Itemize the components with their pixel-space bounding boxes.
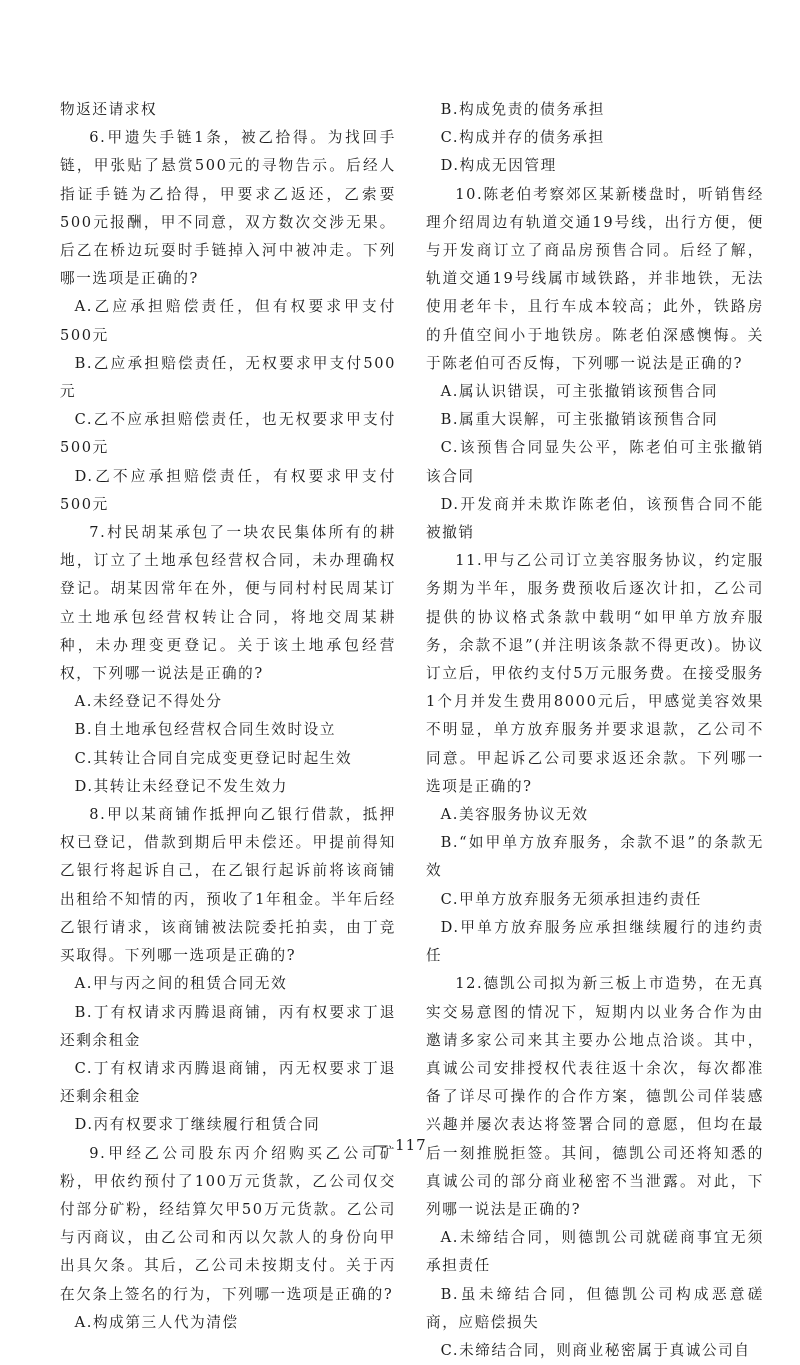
right-column (426, 96, 764, 1365)
page-number: — 117 (373, 1136, 427, 1154)
answer-option: B.乙应承担赔偿责任，无权要求甲支付500元 (60, 354, 396, 401)
answer-option: A.未经登记不得处分 (74, 693, 223, 711)
answer-option: A.甲与丙之间的租赁合同无效 (74, 975, 288, 993)
answer-option: A.乙应承担赔偿责任，但有权要求甲支付500元 (60, 298, 396, 344)
question-stem: 10.陈老伯考察郊区某新楼盘时，听销售经理介绍周边有轨道交通19号线，出行方便，便与开发商订立了商品房预售合同。后经了解，轨道交通19号线属市域铁路，并非地铁，无法使用老年卡，且行车成本较高；此外，铁路房的升值空间小于地铁房。陈老伯深感懊悔。关于陈老伯可否反悔，下列哪一说法是正确的? (426, 185, 764, 372)
answer-option: D.其转让未经登记不发生效力 (74, 777, 288, 795)
answer-option: A.属认识错误，可主张撤销该预售合同 (440, 383, 719, 401)
answer-option: C.该预售合同显失公平，陈老伯可主张撤销该合同 (426, 439, 764, 485)
answer-option: D.丙有权要求丁继续履行租赁合同 (74, 1116, 321, 1134)
answer-option: B.构成免责的债务承担 (440, 101, 605, 118)
answer-option: C.甲单方放弃服务无须承担违约责任 (440, 890, 702, 908)
question-stem: 9.甲经乙公司股东丙介绍购买乙公司矿粉，甲依约预付了100万元货款，乙公司仅交付部分矿粉，经结算欠甲50万元货款。乙公司与丙商议，由乙公司和丙以欠款人的身份向甲出具欠条。其后，乙公司未按期支付。关于丙在欠条上签名的行为，下列哪一选项是正确的? (60, 1144, 396, 1303)
answer-option: A.美容服务协议无效 (440, 806, 589, 824)
question-stem: 7.村民胡某承包了一块农民集体所有的耕地，订立了土地承包经营权合同，未办理确权登记。胡某因常年在外，便与同村村民周某订立土地承包经营权转让合同，将地交周某耕种，未办理变更登记。关于该土地承包经营权，下列哪一说法是正确的? (60, 524, 396, 683)
continued-text: 物返还请求权 (60, 101, 158, 118)
answer-option: B.虽未缔结合同，但德凯公司构成恶意磋商，应赔偿损失 (426, 1285, 764, 1331)
answer-option: C.其转让合同自完成变更登记时起生效 (74, 749, 353, 767)
answer-option: B.属重大误解，可主张撤销该预售合同 (440, 411, 719, 429)
answer-option: B.自土地承包经营权合同生效时设立 (74, 721, 337, 739)
question-stem: 12.德凯公司拟为新三板上市造势，在无真实交易意图的情况下，短期内以业务合作为由邀请多家公司来其主要办公地点洽谈。其中，真诚公司安排授权代表往返十余次，每次都准备了详尽可操作的合作方案，德凯公司佯装感兴趣并屡次表达将签署合同的意愿，但均在最后一刻推脱拒签。其间，德凯公司还将知悉的真诚公司的部分商业秘密不当泄露。对此，下列哪一说法是正确的? (426, 975, 764, 1218)
answer-option: D.乙不应承担赔偿责任，有权要求甲支付500元 (60, 467, 396, 513)
answer-option: B.“如甲单方放弃服务，余款不退”的条款无效 (426, 834, 764, 880)
answer-option: C.丁有权请求丙腾退商铺，丙无权要求丁退还剩余租金 (60, 1059, 396, 1106)
question-stem: 6.甲遗失手链1条，被乙拾得。为找回手链，甲张贴了悬赏500元的寻物告示。后经人指证手链为乙拾得，甲要求乙返还，乙索要500元报酬，甲不同意，双方数次交涉无果。后乙在桥边玩耍时手链掉入河中被冲走。下列哪一选项是正确的? (60, 129, 396, 288)
answer-option: D.开发商并未欺诈陈老伯，该预售合同不能被撤销 (426, 495, 764, 542)
answer-option: D.构成无因管理 (440, 157, 557, 175)
question-stem: 11.甲与乙公司订立美容服务协议，约定服务期为半年，服务费预收后逐次计扣，乙公司提供的协议格式条款中载明“如甲单方放弃服务，余款不退”(并注明该条款不得更改)。协议订立后，甲依约支付5万元服务费。在接受服务1个月并发生费用8000元后，甲感觉美容效果不明显，单方放弃服务并要求退款，乙公司不同意。甲起诉乙公司要求返还余款。下列哪一选项是正确的? (426, 552, 764, 795)
question-stem: 8.甲以某商铺作抵押向乙银行借款，抵押权已登记，借款到期后甲未偿还。甲提前得知乙银行将起诉自己，在乙银行起诉前将该商铺出租给不知情的丙，预收了1年租金。半年后经乙银行请求，该商铺被法院委托拍卖，由丁竞买取得。下列哪一选项是正确的? (60, 806, 396, 965)
answer-option: A.未缔结合同，则德凯公司就磋商事宜无须承担责任 (426, 1229, 764, 1275)
answer-option: C.构成并存的债务承担 (440, 129, 605, 147)
answer-option: B.丁有权请求丙腾退商铺，丙有权要求丁退还剩余租金 (60, 1003, 396, 1049)
answer-option: A.构成第三人代为清偿 (74, 1313, 239, 1331)
answer-option: C.乙不应承担赔偿责任，也无权要求甲支付500元 (60, 411, 396, 457)
answer-option: D.甲单方放弃服务应承担继续履行的违约责任 (426, 918, 764, 965)
answer-option: C.未缔结合同，则商业秘密属于真诚公司自 (440, 1341, 751, 1359)
